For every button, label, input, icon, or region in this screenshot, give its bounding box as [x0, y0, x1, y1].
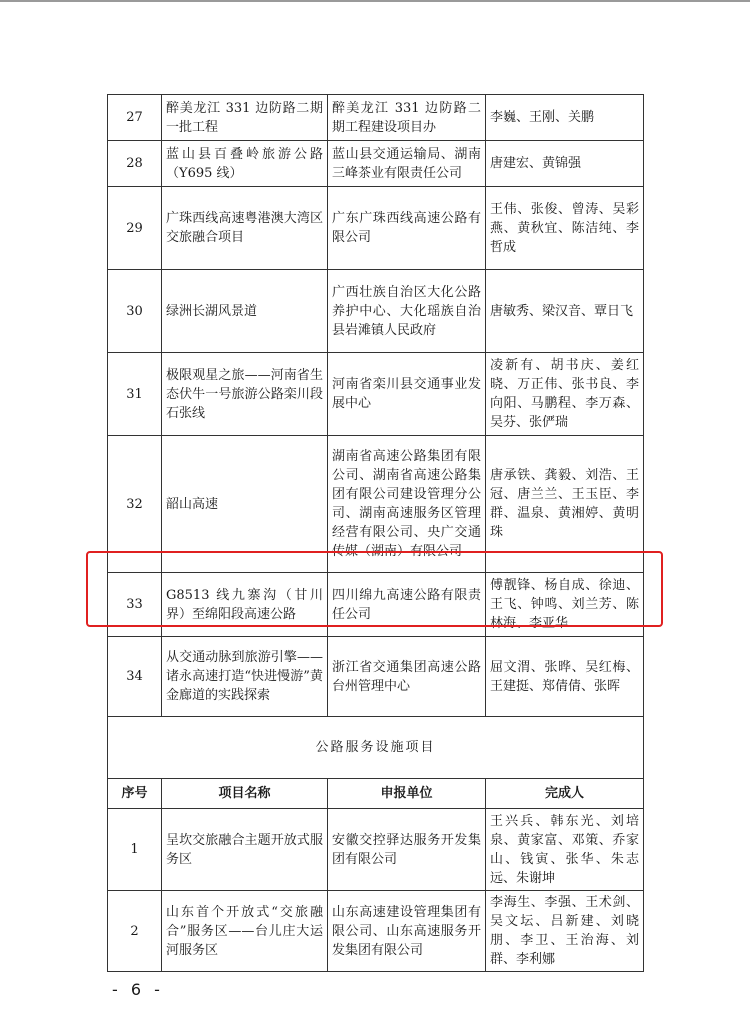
table-row	[108, 809, 644, 891]
row-number: 29	[108, 187, 162, 270]
applicant-unit: 山东高速建设管理集团有限公司、山东高速服务开发集团有限公司	[328, 891, 486, 972]
contributors: 唐建宏、黄锦强	[486, 141, 644, 187]
contributors: 王兴兵、韩东光、刘培泉、黄家富、邓策、乔家山、钱寅、张华、朱志远、朱谢坤	[486, 809, 644, 891]
contributors: 李海生、李强、王术剑、吴文坛、吕新建、刘晓朋、李卫、王治海、刘群、李利娜	[486, 891, 644, 972]
header-contributors: 完成人	[486, 779, 644, 809]
section-title: 公路服务设施项目	[108, 717, 644, 779]
applicant-unit: 四川绵九高速公路有限责任公司	[328, 573, 486, 637]
top-border-line	[0, 0, 750, 2]
table-row	[108, 353, 644, 436]
project-name: 绿洲长湖风景道	[162, 270, 328, 353]
contributors: 王伟、张俊、曾涛、吴彩燕、黄秋宜、陈洁纯、李哲成	[486, 187, 644, 270]
row-number: 31	[108, 353, 162, 436]
section-row	[108, 717, 644, 779]
row-number: 28	[108, 141, 162, 187]
table-row	[108, 141, 644, 187]
row-number: 32	[108, 436, 162, 573]
project-name: 呈坎交旅融合主题开放式服务区	[162, 809, 328, 891]
header-project-name: 项目名称	[162, 779, 328, 809]
contributors: 唐承铁、龚毅、刘浩、王冠、唐兰兰、王玉臣、李群、温泉、黄湘婷、黄明珠	[486, 436, 644, 573]
contributors: 屈文渭、张晔、吴红梅、王建挺、郑倩倩、张晖	[486, 637, 644, 717]
header-number: 序号	[108, 779, 162, 809]
page-number: - 6 -	[112, 980, 164, 999]
contributors: 唐敏秀、梁汉音、覃日飞	[486, 270, 644, 353]
table-row	[108, 187, 644, 270]
row-number: 27	[108, 95, 162, 141]
table-row	[108, 95, 644, 141]
project-name: 韶山高速	[162, 436, 328, 573]
project-name: 广珠西线高速粤港澳大湾区交旅融合项目	[162, 187, 328, 270]
project-name: 从交通动脉到旅游引擎——诸永高速打造“快进慢游”黄金廊道的实践探索	[162, 637, 328, 717]
applicant-unit: 蓝山县交通运输局、湖南三峰茶业有限责任公司	[328, 141, 486, 187]
header-applicant-unit: 申报单位	[328, 779, 486, 809]
project-name: 醉美龙江 331 边防路二期一批工程	[162, 95, 328, 141]
applicant-unit: 浙江省交通集团高速公路台州管理中心	[328, 637, 486, 717]
project-name: 山东首个开放式“交旅融合”服务区——台儿庄大运河服务区	[162, 891, 328, 972]
header-row	[108, 779, 644, 809]
table-row	[108, 270, 644, 353]
contributors: 凌新有、胡书庆、姜红晓、万正伟、张书良、李向阳、马鹏程、李万森、吴芬、张俨瑞	[486, 353, 644, 436]
row-number: 2	[108, 891, 162, 972]
row-number: 33	[108, 573, 162, 637]
contributors: 李巍、王刚、关鹏	[486, 95, 644, 141]
applicant-unit: 河南省栾川县交通事业发展中心	[328, 353, 486, 436]
applicant-unit: 湖南省高速公路集团有限公司、湖南省高速公路集团有限公司建设管理分公司、湖南高速服务区管理经营有限公司、央广交通传媒（湖南）有限公司	[328, 436, 486, 573]
highlight-box	[86, 551, 663, 627]
applicant-unit: 安徽交控驿达服务开发集团有限公司	[328, 809, 486, 891]
table-row	[108, 637, 644, 717]
project-table	[107, 94, 644, 972]
applicant-unit: 醉美龙江 331 边防路二期工程建设项目办	[328, 95, 486, 141]
row-number: 30	[108, 270, 162, 353]
project-name: 极限观星之旅——河南省生态伏牛一号旅游公路栾川段石张线	[162, 353, 328, 436]
project-name: G8513 线九寨沟（甘川界）至绵阳段高速公路	[162, 573, 328, 637]
row-number: 1	[108, 809, 162, 891]
applicant-unit: 广东广珠西线高速公路有限公司	[328, 187, 486, 270]
table-row	[108, 891, 644, 972]
applicant-unit: 广西壮族自治区大化公路养护中心、大化瑶族自治县岩滩镇人民政府	[328, 270, 486, 353]
row-number: 34	[108, 637, 162, 717]
project-name: 蓝山县百叠岭旅游公路（Y695 线）	[162, 141, 328, 187]
contributors: 傅靓锋、杨自成、徐迪、王飞、钟鸣、刘兰芳、陈林海、李亚华	[486, 573, 644, 637]
